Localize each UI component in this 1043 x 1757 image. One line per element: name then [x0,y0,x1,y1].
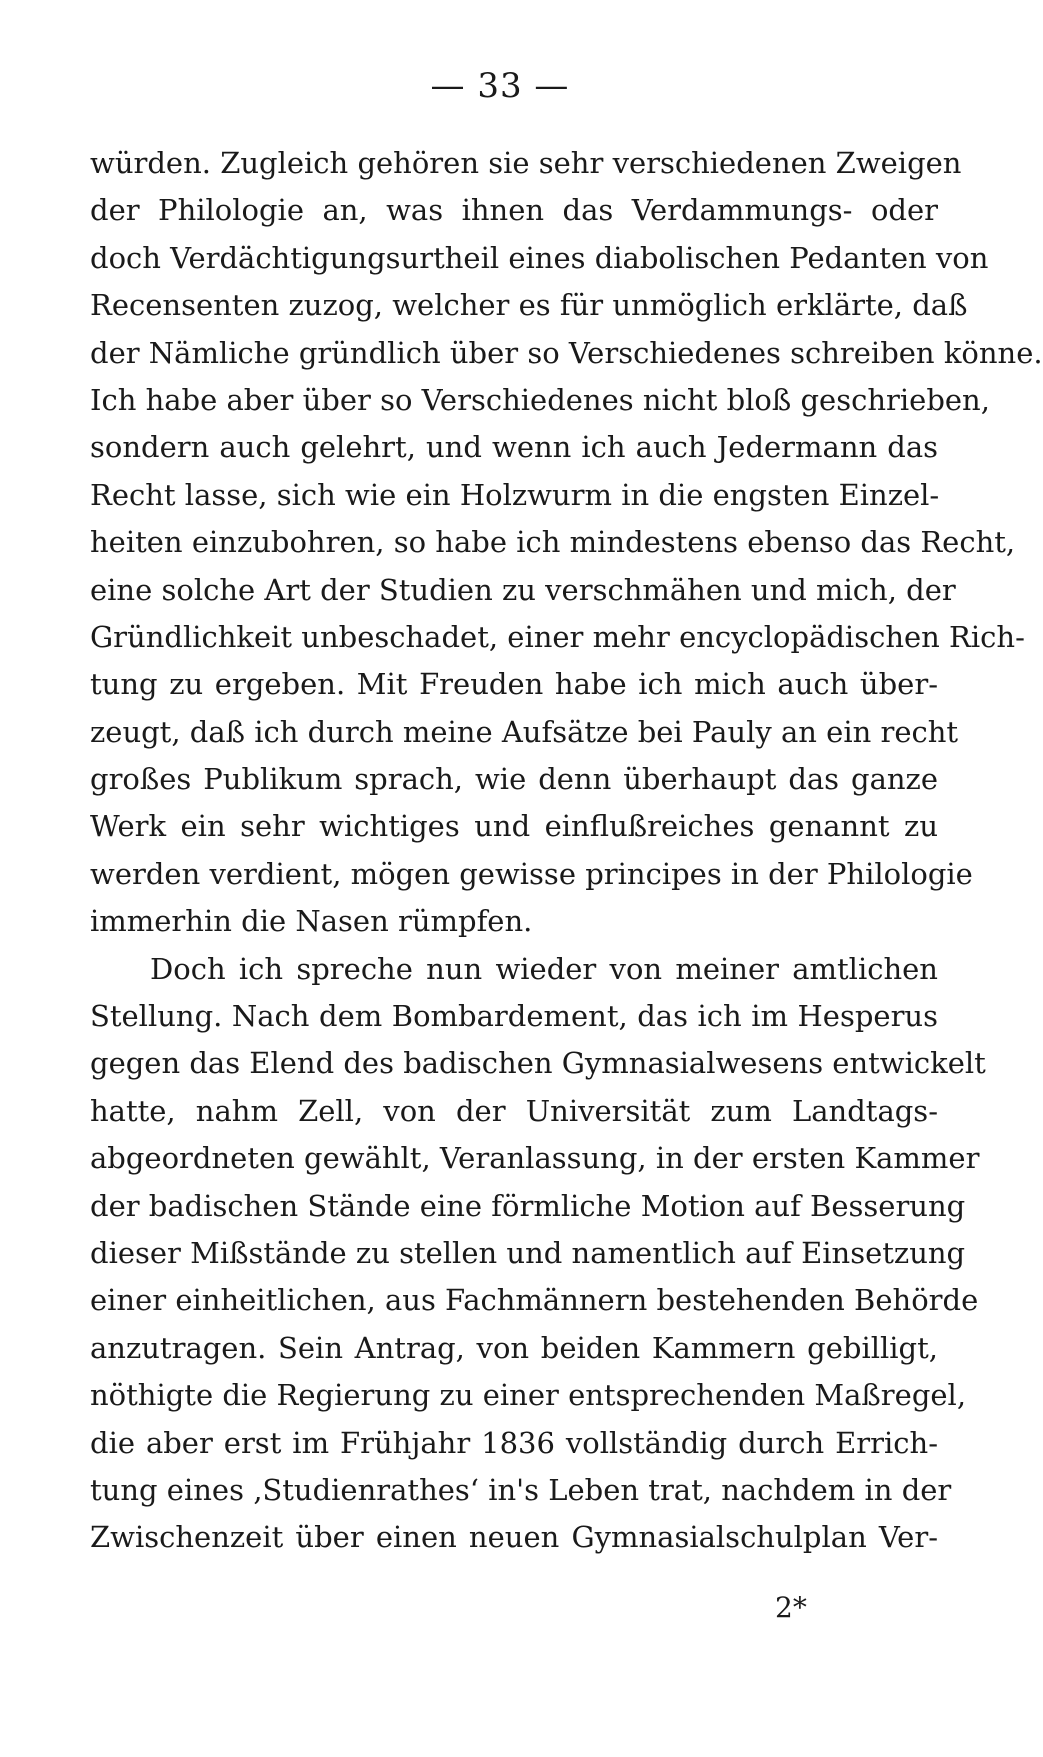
text-line: nöthigte die Regierung zu einer entsprechenden Maßregel, [90,1378,967,1413]
text-line: der Nämliche gründlich über so Verschiedenes schreiben könne. [90,335,1043,370]
text-line: Stellung. Nach dem Bombardement, das ich im Hesperus [90,999,938,1034]
text-line: gegen das Elend des badischen Gymnasialwesens entwickelt [90,1046,986,1081]
text-line: der badischen Stände eine förmliche Motion auf Besserung [90,1188,966,1223]
text-line: großes Publikum sprach, wie denn überhaupt das ganze [90,762,938,797]
text-line: die aber erst im Frühjahr 1836 vollständig durch Errich- [90,1425,938,1460]
paragraph-end-line: immerhin die Nasen rümpfen. [90,904,533,939]
text-line: doch Verdächtigungsurtheil eines diabolischen Pedanten von [90,240,989,275]
paragraph-start-line: Doch ich spreche nun wieder von meiner amtlichen [150,951,938,986]
text-line: sondern auch gelehrt, und wenn ich auch Jedermann das [90,430,938,465]
signature-mark: 2* [775,1591,807,1624]
text-line: hatte, nahm Zell, von der Universität zum Landtags- [90,1093,938,1128]
text-line: dieser Mißstände zu stellen und namentlich auf Einsetzung [90,1235,966,1270]
text-line: tung eines ‚Studienrathes‘ in's Leben trat, nachdem in der [90,1472,952,1507]
text-line: Ich habe aber über so Verschiedenes nicht bloß geschrieben, [90,382,990,417]
text-line: abgeordneten gewählt, Veranlassung, in der ersten Kammer [90,1141,980,1176]
text-line: Gründlichkeit unbeschadet, einer mehr encyclopädischen Rich- [90,619,1025,654]
text-line: werden verdient, mögen gewisse principes in der Philologie [90,856,973,891]
text-line: zeugt, daß ich durch meine Aufsätze bei Pauly an ein recht [90,714,959,749]
text-line: Werk ein sehr wichtiges und einflußreiches genannt zu [90,809,938,844]
text-line: anzutragen. Sein Antrag, von beiden Kammern gebilligt, [90,1330,938,1365]
text-line: Zwischenzeit über einen neuen Gymnasialschulplan Ver- [90,1520,938,1555]
text-line: einer einheitlichen, aus Fachmännern bestehenden Behörde [90,1283,979,1318]
text-line: Recensenten zuzog, welcher es für unmöglich erklärte, daß [90,288,968,323]
text-line: würden. Zugleich gehören sie sehr verschiedenen Zweigen [90,146,962,180]
text-line: heiten einzubohren, so habe ich mindestens ebenso das Recht, [90,525,1016,560]
text-line: Recht lasse, sich wie ein Holzwurm in die engsten Einzel- [90,477,940,512]
text-line: der Philologie an, was ihnen das Verdammungs- oder [90,193,938,228]
body-text [90,140,1043,1600]
text-line: eine solche Art der Studien zu verschmähen und mich, der [90,572,956,607]
page-number: — 33 — [430,66,570,106]
text-line: tung zu ergeben. Mit Freuden habe ich mich auch über- [90,667,938,702]
